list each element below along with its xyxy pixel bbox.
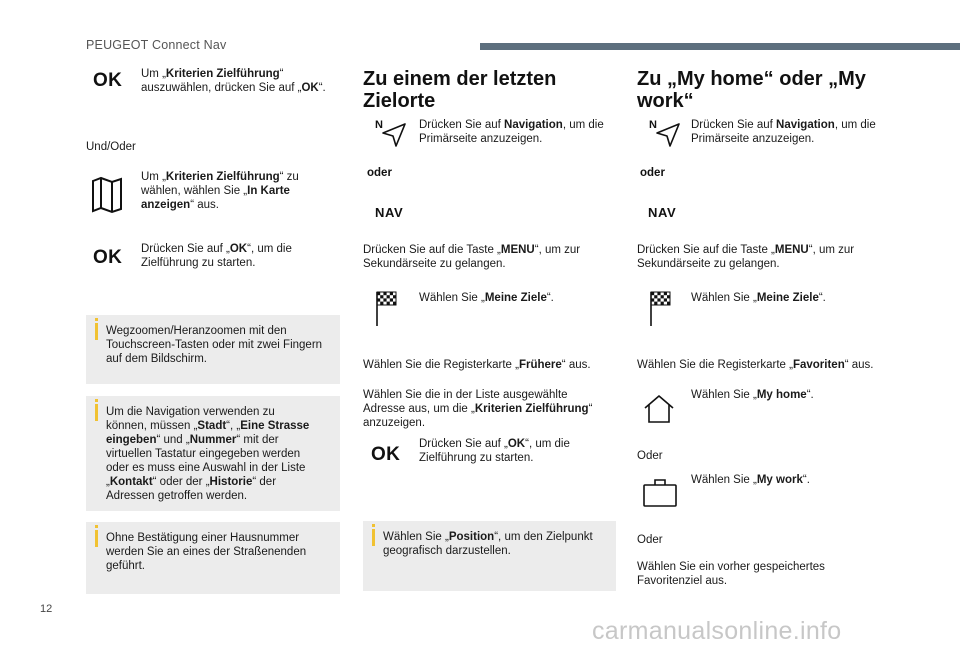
- map-icon: [91, 177, 123, 213]
- oder-text: Oder: [637, 450, 663, 462]
- checkered-flag-icon: [649, 291, 671, 327]
- nav-button-icon: NAV: [375, 205, 404, 220]
- step-select-recent-tab: Wählen Sie die Registerkarte „Frühere“ aus.: [363, 359, 591, 371]
- step-select-my-destinations: Wählen Sie „Meine Ziele“.: [419, 292, 554, 304]
- step-press-menu: Drücken Sie auf die Taste „MENU“, um zur Sekundärseite zu gelangen.: [637, 244, 855, 270]
- info-note-zoom: Wegzoomen/Heranzoomen mit den Touchscreen-Tasten oder mit zwei Fingern auf dem Bildschirm.: [86, 315, 340, 384]
- step-start-guidance: Drücken Sie auf „OK“, um die Zielführung zu starten.: [419, 438, 570, 464]
- info-icon: [95, 530, 98, 547]
- section-heading-recent-destinations: Zu einem der letzten Zielorte: [363, 68, 557, 112]
- step-select-favorites-tab: Wählen Sie die Registerkarte „Favoriten“ aus.: [637, 359, 874, 371]
- und-oder-text: Und/Oder: [86, 141, 136, 153]
- info-icon: [95, 323, 98, 340]
- svg-text:N: N: [375, 119, 383, 131]
- step-start-guidance: Drücken Sie auf „OK“, um die Zielführung zu starten.: [141, 243, 292, 269]
- ok-button-icon: OK: [93, 70, 123, 91]
- step-select-criteria: Um „Kriterien Zielführung“ auszuwählen, drücken Sie auf „OK“.: [141, 68, 326, 94]
- info-note-position: Wählen Sie „Position“, um den Zielpunkt geografisch darzustellen.: [363, 521, 616, 591]
- step-press-menu: Drücken Sie auf die Taste „MENU“, um zur Sekundärseite zu gelangen.: [363, 244, 581, 270]
- nav-button-icon: NAV: [648, 205, 677, 220]
- watermark: carmanualsonline.info: [592, 617, 842, 645]
- step-select-saved-favorite: Wählen Sie ein vorher gespeichertes Favoritenziel aus.: [637, 561, 825, 587]
- step-press-navigation: Drücken Sie auf Navigation, um die Primärseite anzuzeigen.: [419, 119, 604, 145]
- header-bar: [480, 43, 960, 50]
- manual-header-title: PEUGEOT Connect Nav: [86, 38, 227, 52]
- home-icon: [643, 394, 675, 424]
- step-select-my-home: Wählen Sie „My home“.: [691, 389, 814, 401]
- step-select-address: Wählen Sie die in der Liste ausgewählte Adresse aus, um die „Kriterien Zielführung“ anzuzeigen.: [363, 389, 593, 429]
- page-number: 12: [40, 603, 53, 615]
- oder-text: oder: [640, 167, 665, 179]
- briefcase-icon: [643, 478, 677, 508]
- section-heading-home-work: Zu „My home“ oder „My work“: [637, 68, 866, 112]
- info-icon: [95, 404, 98, 421]
- ok-button-icon: OK: [93, 247, 123, 268]
- info-note-house-number: Ohne Bestätigung einer Hausnummer werden Sie an eines der Straßenenden geführt.: [86, 522, 340, 594]
- oder-text: Oder: [637, 534, 663, 546]
- step-select-my-destinations: Wählen Sie „Meine Ziele“.: [691, 292, 826, 304]
- step-select-my-work: Wählen Sie „My work“.: [691, 474, 810, 486]
- svg-text:N: N: [649, 119, 657, 131]
- info-note-address-input: Um die Navigation verwenden zu können, müssen „Stadt“, „Eine Strasse eingeben“ und „Nummer“ mit der virtuellen Tastatur eingegeben werden oder es muss eine Auswahl in der Liste „Kontakt“ oder der „Historie“ der Adressen getroffen werden.: [86, 396, 340, 511]
- checkered-flag-icon: [375, 291, 397, 327]
- step-press-navigation: Drücken Sie auf Navigation, um die Primärseite anzuzeigen.: [691, 119, 876, 145]
- oder-text: oder: [367, 167, 392, 179]
- navigation-icon: [645, 118, 685, 148]
- step-show-on-map: Um „Kriterien Zielführung“ zu wählen, wählen Sie „In Karte anzeigen“ aus.: [141, 171, 299, 211]
- navigation-icon: [371, 118, 411, 148]
- info-icon: [372, 529, 375, 546]
- ok-button-icon: OK: [371, 444, 401, 465]
